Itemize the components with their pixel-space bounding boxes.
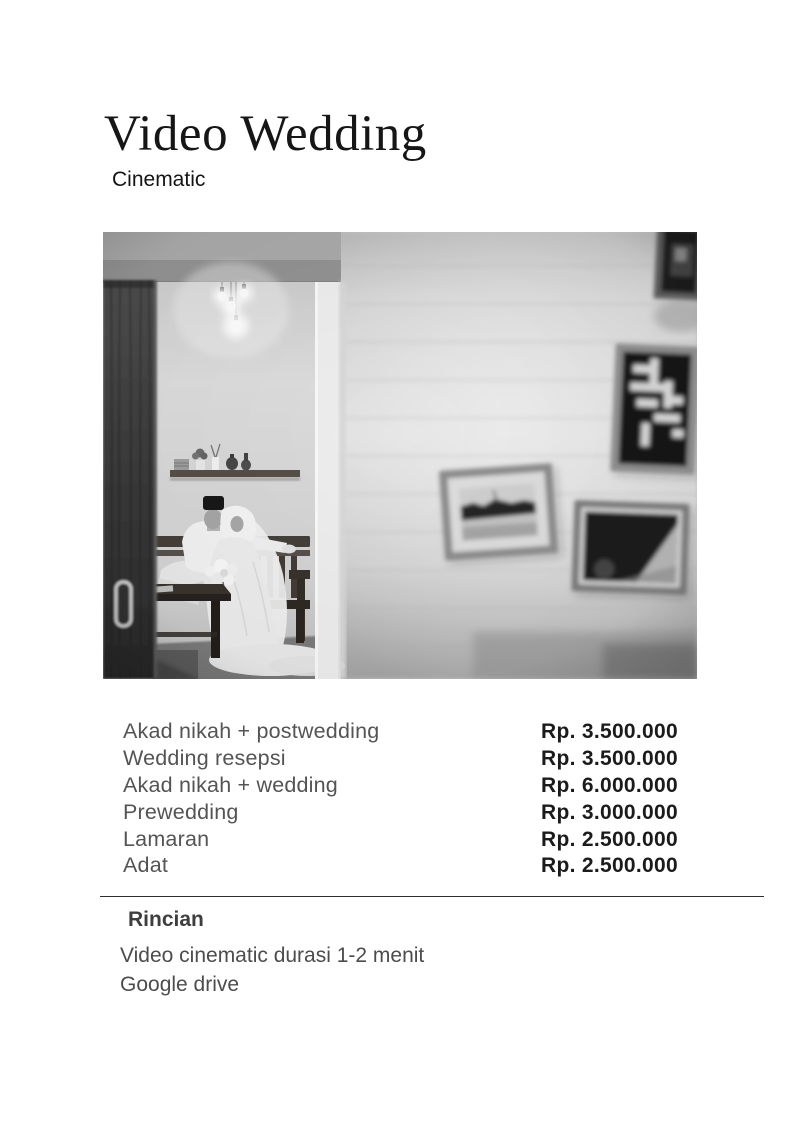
price-row (123, 827, 678, 854)
package-label: Lamaran (123, 826, 210, 851)
details-lines (120, 941, 424, 999)
package-price: Rp. 3.000.000 (541, 800, 678, 824)
price-list (123, 719, 678, 880)
package-label: Wedding resepsi (123, 745, 286, 770)
price-row (123, 853, 678, 880)
section-divider (100, 896, 764, 897)
package-price: Rp. 6.000.000 (541, 773, 678, 797)
package-price: Rp. 2.500.000 (541, 854, 678, 878)
package-price: Rp. 2.500.000 (541, 827, 678, 851)
price-row (123, 800, 678, 827)
package-label: Akad nikah + postwedding (123, 719, 380, 743)
photo-vignette (103, 232, 697, 679)
wedding-photo (103, 232, 697, 679)
detail-line: Video cinematic durasi 1-2 menit (120, 944, 425, 967)
package-price: Rp. 3.500.000 (541, 746, 678, 770)
wedding-photo-illustration (103, 232, 697, 679)
details-heading: Rincian (128, 908, 204, 931)
package-label: Adat (123, 853, 169, 878)
price-row (123, 773, 678, 800)
price-row (123, 746, 678, 773)
price-row (123, 719, 678, 746)
package-price: Rp. 3.500.000 (541, 720, 678, 743)
package-label: Akad nikah + wedding (123, 772, 338, 797)
package-label: Prewedding (123, 799, 239, 824)
page-subtitle: Cinematic (112, 168, 206, 191)
page-title: Video Wedding (104, 106, 427, 162)
detail-line: Google drive (120, 973, 240, 996)
